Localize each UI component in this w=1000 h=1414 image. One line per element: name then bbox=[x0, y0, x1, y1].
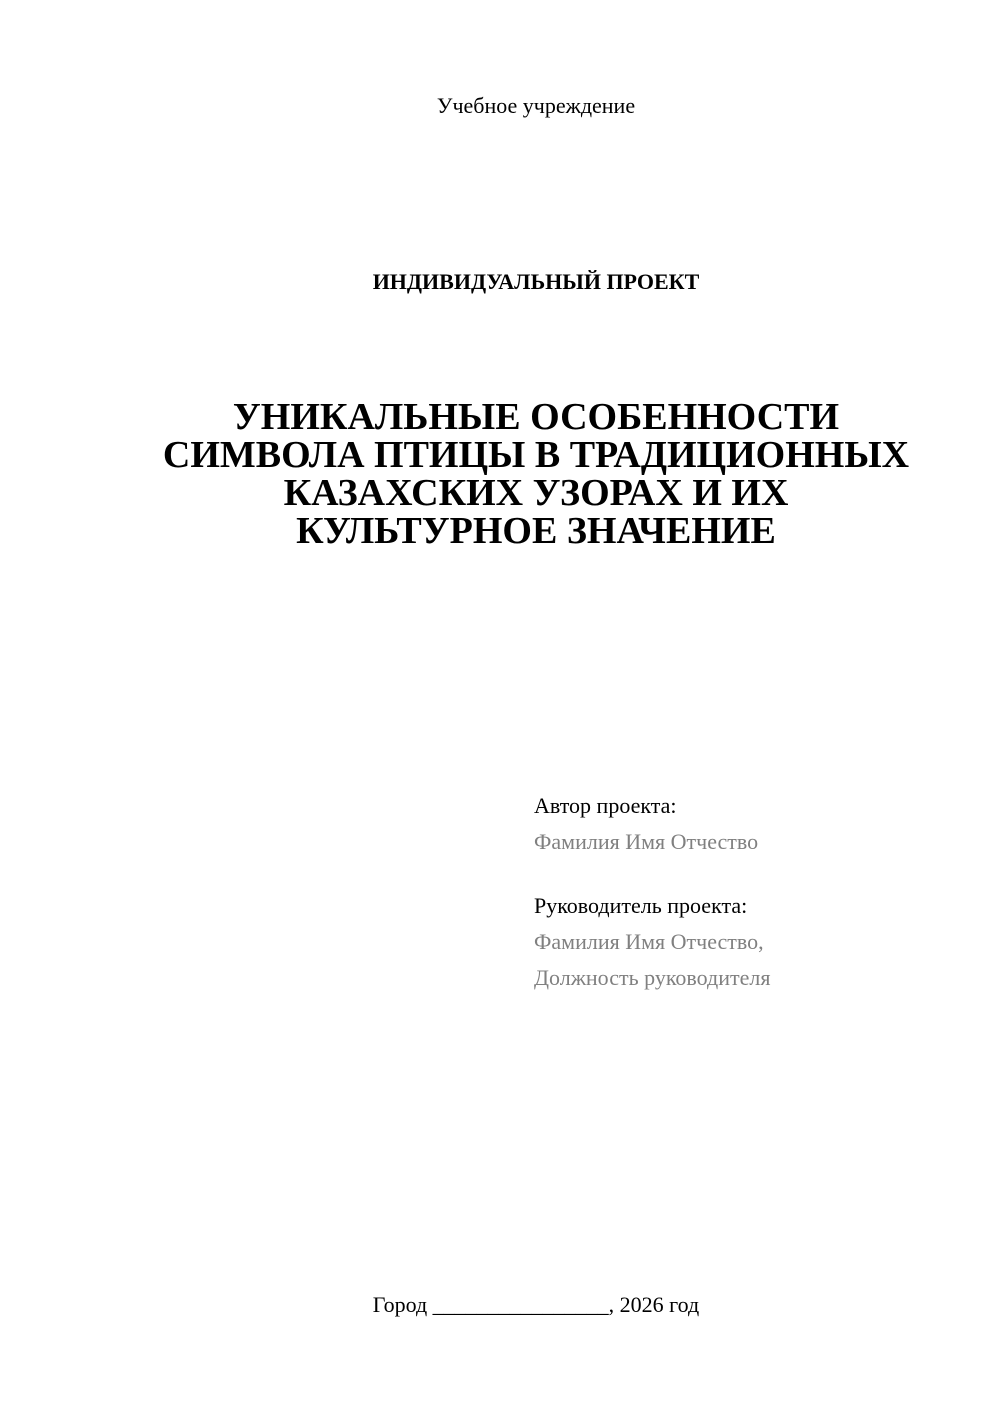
project-title-line: КУЛЬТУРНОЕ ЗНАЧЕНИЕ bbox=[296, 510, 776, 552]
project-title-line: УНИКАЛЬНЫЕ ОСОБЕННОСТИ bbox=[232, 396, 840, 438]
supervisor-label: Руководитель проекта: bbox=[534, 893, 748, 918]
author-name: Фамилия Имя Отчество bbox=[534, 829, 759, 854]
author-label: Автор проекта: bbox=[534, 793, 677, 818]
project-title-line: СИМВОЛА ПТИЦЫ В ТРАДИЦИОННЫХ bbox=[162, 434, 910, 476]
city-year-line: Город ________________, 2026 год bbox=[372, 1292, 700, 1317]
supervisor-position: Должность руководителя bbox=[534, 965, 771, 990]
credits-spacer bbox=[534, 860, 954, 888]
institution-name: Учебное учреждение bbox=[436, 93, 636, 118]
project-title bbox=[120, 398, 952, 550]
supervisor-name: Фамилия Имя Отчество, bbox=[534, 929, 764, 954]
document-type: ИНДИВИДУАЛЬНЫЙ ПРОЕКТ bbox=[372, 269, 700, 294]
credits-block bbox=[534, 788, 954, 996]
project-title-line: КАЗАХСКИХ УЗОРАХ И ИХ bbox=[283, 472, 789, 514]
